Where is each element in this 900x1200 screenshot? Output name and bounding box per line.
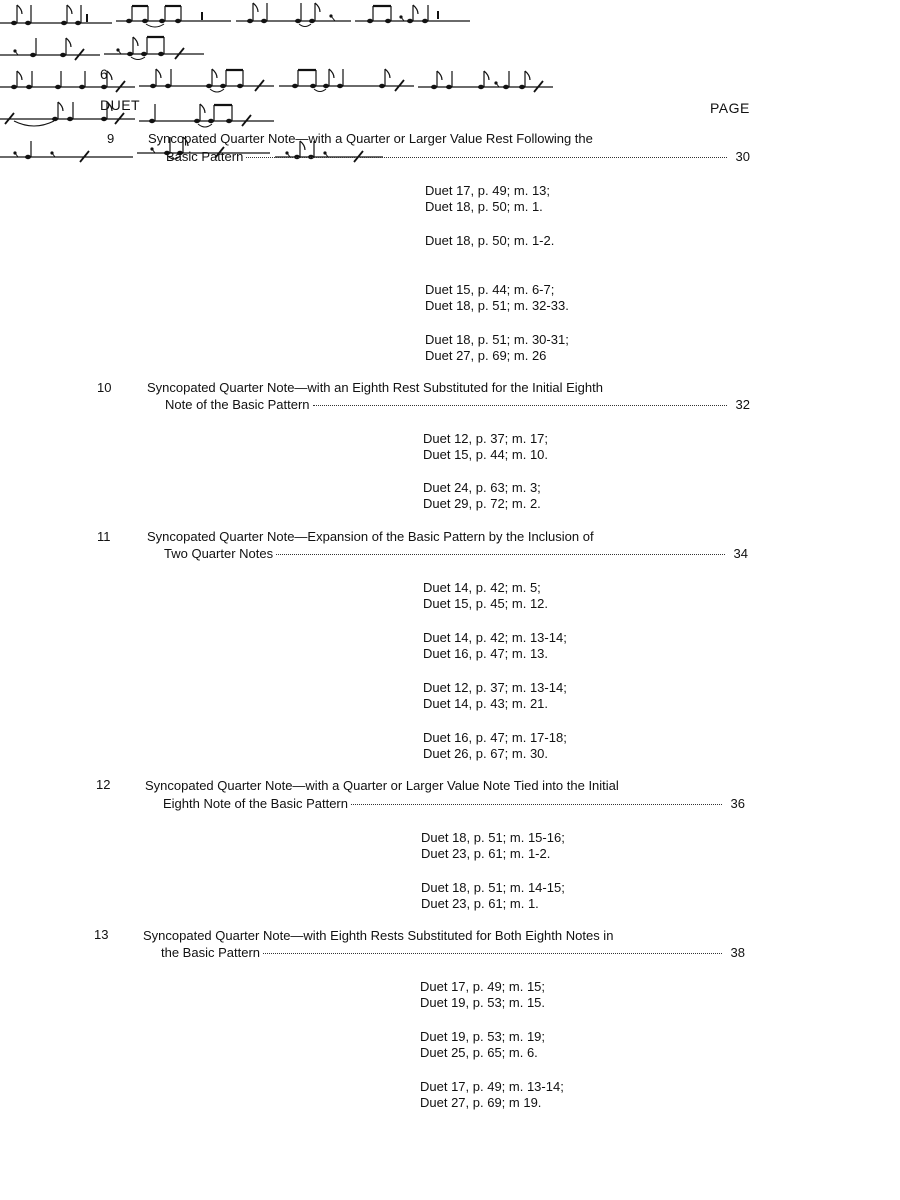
section-number: 13 xyxy=(94,927,109,942)
duet-reference: Duet 18, p. 51; m. 15-16; Duet 23, p. 61; m. 1-2. xyxy=(421,830,565,861)
section-title-line2-text: Two Quarter Notes xyxy=(164,546,274,561)
duet-reference: Duet 18, p. 51; m. 14-15; Duet 23, p. 61; m. 1. xyxy=(421,880,565,911)
leader-dots xyxy=(263,953,722,954)
rhythm-notation xyxy=(0,2,112,28)
rhythm-notation xyxy=(139,66,274,94)
section-title-line2 xyxy=(164,546,748,561)
section-number: 11 xyxy=(97,529,111,544)
duet-reference: Duet 19, p. 53; m. 19; Duet 25, p. 65; m. 6. xyxy=(420,1029,546,1060)
rhythm-notation xyxy=(116,2,231,28)
duet-reference: Duet 14, p. 42; m. 13-14; Duet 16, p. 47; m. 13. xyxy=(423,630,567,661)
leader-dots xyxy=(351,804,722,805)
rhythm-notation xyxy=(279,66,414,94)
section-page: 30 xyxy=(735,149,750,164)
duet-reference: Duet 17, p. 49; m. 13-14; Duet 27, p. 69; m 19. xyxy=(420,1079,564,1110)
duet-reference: Duet 16, p. 47; m. 17-18; Duet 26, p. 67; m. 30. xyxy=(423,730,567,761)
section-title-line2-text: Eighth Note of the Basic Pattern xyxy=(163,796,348,811)
duet-reference: Duet 15, p. 44; m. 6-7; Duet 18, p. 51; m. 32-33. xyxy=(425,282,569,313)
section-page: 36 xyxy=(730,796,745,811)
section-title-line1: Syncopated Quarter Note—with an Eighth Rest Substituted for the Initial Eighth xyxy=(147,380,603,395)
section-title-line1: Syncopated Quarter Note—with Eighth Rests Substituted for Both Eighth Notes in xyxy=(143,928,614,943)
duet-reference: Duet 18, p. 50; m. 1-2. xyxy=(425,233,555,248)
duet-reference: Duet 24, p. 63; m. 3; Duet 29, p. 72; m. 2. xyxy=(423,480,541,511)
section-title-line2 xyxy=(163,796,745,811)
rhythm-notation xyxy=(0,68,135,94)
section-title-line2-text: Note of the Basic Pattern xyxy=(165,397,310,412)
leader-dots xyxy=(276,554,725,555)
leader-dots xyxy=(246,157,727,158)
section-title-line2-text: the Basic Pattern xyxy=(161,945,260,960)
section-number: 10 xyxy=(97,380,112,395)
rhythm-notation xyxy=(139,101,274,129)
section-page: 38 xyxy=(730,945,745,960)
page-number: 6 xyxy=(100,66,108,82)
section-title-line2 xyxy=(166,149,750,164)
duet-reference: Duet 12, p. 37; m. 13-14; Duet 14, p. 43; m. 21. xyxy=(423,680,567,711)
rhythm-notation xyxy=(104,33,204,61)
section-page: 32 xyxy=(735,397,750,412)
section-page: 34 xyxy=(733,546,748,561)
section-title-line2 xyxy=(165,397,750,412)
section-title-line2 xyxy=(161,945,745,960)
section-title-line1: Syncopated Quarter Note—with a Quarter or Larger Value Rest Following the xyxy=(148,131,593,146)
section-number: 9 xyxy=(107,131,115,146)
duet-reference: Duet 18, p. 51; m. 30-31; Duet 27, p. 69; m. 26 xyxy=(425,332,569,363)
rhythm-notation xyxy=(0,35,100,61)
rhythm-notation xyxy=(236,0,351,28)
section-title-line1: Syncopated Quarter Note—Expansion of the Basic Pattern by the Inclusion of xyxy=(147,529,594,544)
duet-reference: Duet 12, p. 37; m. 17; Duet 15, p. 44; m. 10. xyxy=(423,431,549,462)
page-column-heading: PAGE xyxy=(710,100,750,116)
duet-reference: Duet 14, p. 42; m. 5; Duet 15, p. 45; m. 12. xyxy=(423,580,549,611)
duet-reference: Duet 17, p. 49; m. 15; Duet 19, p. 53; m. 15. xyxy=(420,979,546,1010)
duet-column-heading: DUET xyxy=(100,97,141,113)
section-title-line1: Syncopated Quarter Note—with a Quarter or Larger Value Note Tied into the Initial xyxy=(145,778,619,793)
section-number: 12 xyxy=(96,777,111,792)
rhythm-notation xyxy=(355,2,470,28)
section-title-line2-text: Basic Pattern xyxy=(166,149,244,164)
leader-dots xyxy=(313,405,727,406)
duet-reference: Duet 17, p. 49; m. 13; Duet 18, p. 50; m. 1. xyxy=(425,183,551,214)
rhythm-notation xyxy=(418,68,553,94)
